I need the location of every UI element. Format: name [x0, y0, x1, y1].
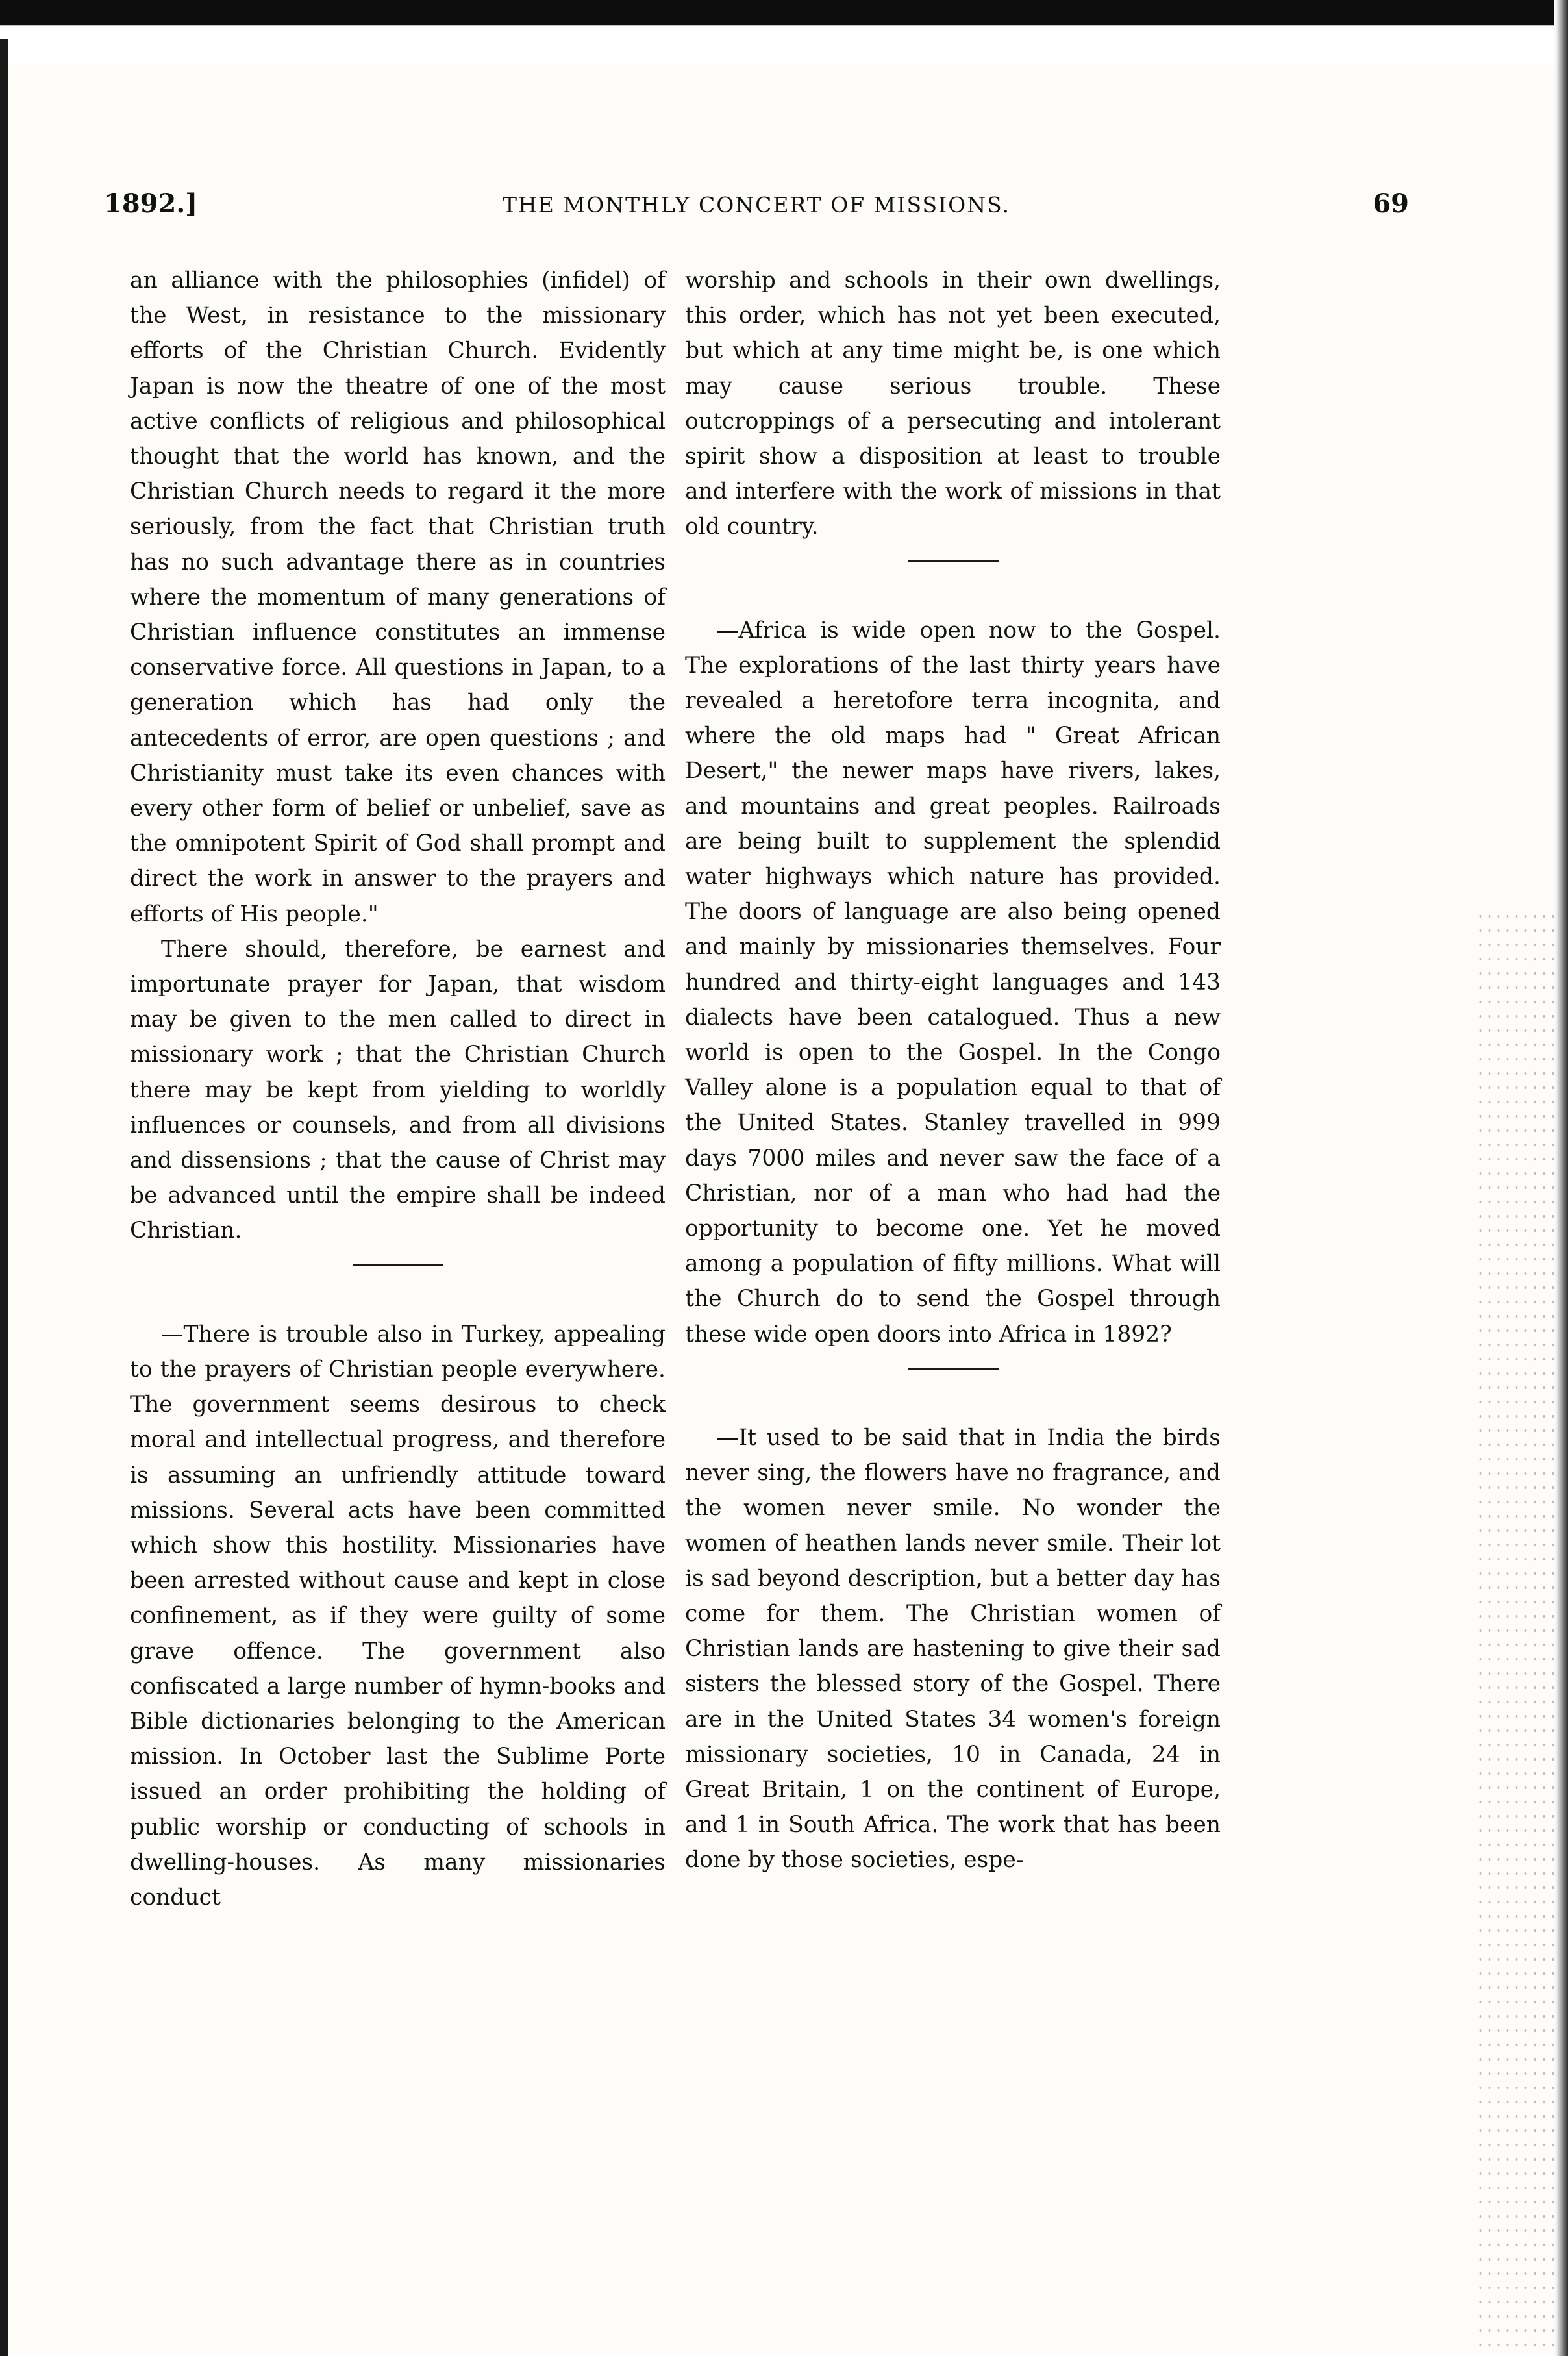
right-column	[685, 263, 1221, 1878]
right-paragraph-3: —It used to be said that in India the birds never sing, the flowers have no fragrance, and the women never smile. No wonder the women of heathen lands never smile. Their lot is sad beyond description, but a better day has come for them. The Christian women of Christian lands are hastening to give their sad sisters the blessed story of the Gospel. There are in the United States 34 women's foreign missionary societies, 10 in Canada, 24 in Great Britain, 1 on the continent of Europe, and 1 in South Africa. The work that has been done by those societies, espe-	[685, 1424, 1221, 1874]
right-paragraph-1: worship and schools in their own dwellings, this order, which has not yet been executed, but which at any time might be, is one which may cause serious trouble. These outcroppings of a persecuting and intolerant spirit show a disposition at least to trouble and interfere with the work of missions in that old country.	[685, 268, 1221, 540]
scan-left-border	[0, 39, 8, 2356]
scan-right-edge	[1554, 0, 1568, 2356]
header-year: 1892.]	[104, 188, 198, 219]
left-column	[130, 263, 666, 1915]
left-paragraph-1: an alliance with the philosophies (infidel) of the West, in resistance to the missionary efforts of the Christian Church. Evidently Japan is now the theatre of one of the most active conflicts of religious and philosophical thought that the world has known, and the Christian Church needs to regard it the more seriously, from the fact that Christian truth has no such advantage there as in countries where the momentum of many generations of Christian influence constitutes an immense conservative force. All questions in Japan, to a generation which has had only the antecedents of error, are open questions ; and Christianity must take its even chances with every other form of belief or unbelief, save as the omnipotent Spirit of God shall prompt and direct the work in answer to the prayers and efforts of His people."	[130, 268, 666, 927]
header-title: THE MONTHLY CONCERT OF MISSIONS.	[502, 192, 1011, 218]
scan-speckle	[1476, 909, 1554, 2356]
section-divider	[908, 1368, 999, 1370]
right-paragraph-2: —Africa is wide open now to the Gospel. The explorations of the last thirty years have revealed a heretofore terra incognita, and where the old maps had " Great African Desert," the newer maps have rivers, lakes, and mountains and great peoples. Railroads are being built to supplement the splendid water highways which nature has provided. The doors of language are also being opened and mainly by missionaries themselves. Four hundred and thirty-eight languages and 143 dialects have been catalogued. Thus a new world is open to the Gospel. In the Congo Valley alone is a population equal to that of the United States. Stanley travelled in 999 days 7000 miles and never saw the face of a Christian, nor of a man who had had the opportunity to become one. Yet he moved among a population of fifty millions. What will the Church do to send the Gospel through these wide open doors into Africa in 1892?	[685, 617, 1221, 1347]
section-divider	[353, 1264, 443, 1266]
section-divider	[908, 560, 999, 562]
scan-top-border	[0, 0, 1568, 65]
running-header	[104, 188, 1409, 227]
left-paragraph-2: There should, therefore, be earnest and importunate prayer for Japan, that wisdom may be given to the men called to direct in missionary work ; that the Christian Church there may be kept from yielding to worldly influences or counsels, and from all divisions and dissensions ; that the cause of Christ may be advanced until the empire shall be indeed Christian.	[130, 936, 666, 1244]
left-paragraph-3: —There is trouble also in Turkey, appealing to the prayers of Christian people everywhere. The government seems desirous to check moral and intellectual progress, and therefore is assuming an unfriendly attitude toward missions. Several acts have been committed which show this hostility. Missionaries have been arrested without cause and kept in close confinement, as if they were guilty of some grave offence. The government also confiscated a large number of hymn-books and Bible dictionaries belonging to the American mission. In October last the Sublime Porte issued an order prohibiting the holding of public worship or conducting of schools in dwelling-houses. As many missionaries conduct	[130, 1321, 666, 1911]
page-number: 69	[1373, 188, 1409, 219]
